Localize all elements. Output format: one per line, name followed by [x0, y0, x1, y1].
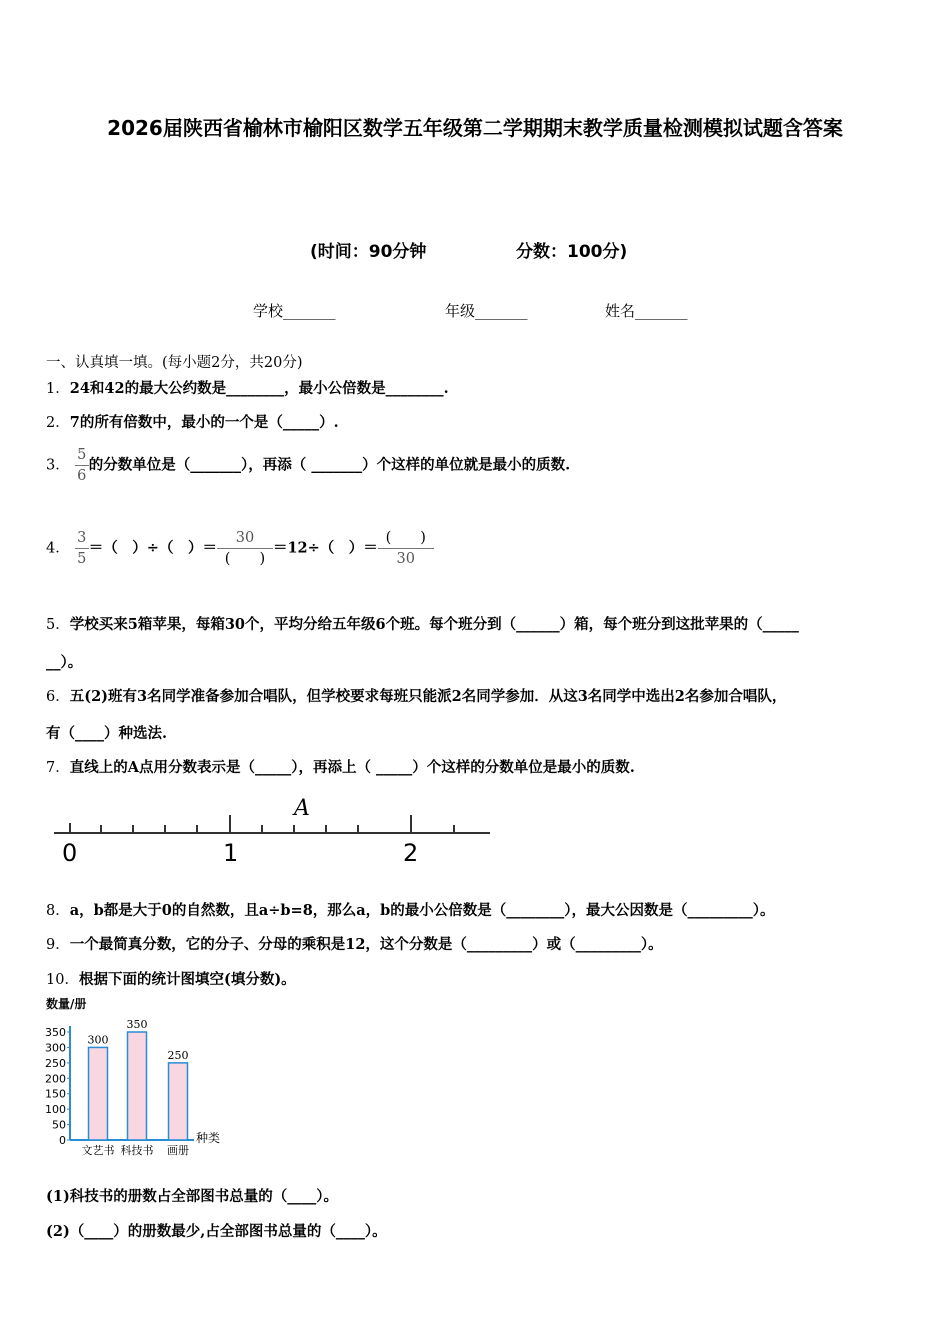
- fraction-5-6: [75, 445, 89, 486]
- y-tick-label: 50: [52, 1118, 66, 1132]
- question-number: 1．: [46, 381, 70, 397]
- question-number: 7．: [46, 760, 70, 776]
- number-line: [50, 793, 495, 868]
- fraction-denominator: ( ): [217, 548, 273, 569]
- question-text: a，b都是大于0的自然数，且a÷b=8，那么a，b的最小公倍数是（________），最大公因数是（_________）。: [69, 902, 775, 919]
- fraction-numerator: 3: [77, 530, 87, 546]
- question-2: [46, 411, 339, 432]
- fraction-numerator: 30: [235, 530, 255, 546]
- question-5-cont: __）。: [46, 654, 83, 671]
- y-tick-label: 300: [45, 1041, 66, 1055]
- question-number: 4．: [46, 540, 70, 557]
- y-tick-label: 150: [45, 1087, 66, 1101]
- question-number: 3．: [46, 457, 70, 474]
- question-10: [46, 968, 296, 989]
- fraction-denominator: 5: [75, 548, 89, 569]
- fraction-3-5: [75, 528, 89, 569]
- fraction-30-blank: [217, 528, 273, 569]
- bar-value-label: 350: [126, 1018, 148, 1031]
- bar-科技书: [128, 1032, 147, 1140]
- question-6-cont: 有（____）种选法.: [46, 725, 168, 742]
- y-tick-label: 100: [45, 1103, 66, 1117]
- question-text: 学校买来5箱苹果，每箱30个，平均分给五年级6个班。每个班分到（______）箱，每个班分到这批苹果的（_____: [69, 616, 799, 633]
- question-text: 根据下面的统计图填空(填分数)。: [78, 971, 296, 988]
- question-number: 8．: [46, 903, 70, 919]
- question-text: 的分数单位是（_______），再添（ _______）个这样的单位就是最小的质数.: [88, 456, 571, 474]
- question-4: [46, 528, 434, 569]
- equation-part: ＝12÷（ ）＝: [272, 539, 378, 557]
- y-tick-label: 0: [59, 1134, 66, 1147]
- fraction-denominator: 30: [378, 548, 434, 569]
- question-number: 5．: [46, 617, 70, 633]
- bar-value-label: 300: [87, 1033, 109, 1047]
- tick-label-2: 2: [403, 839, 419, 867]
- question-number: 9．: [46, 937, 70, 953]
- fraction-numerator: 5: [77, 447, 87, 463]
- question-7: [46, 756, 635, 777]
- bar-画册: [169, 1063, 188, 1140]
- school-field: 学校_______: [253, 302, 336, 320]
- category-label: 画册: [167, 1144, 189, 1157]
- x-axis-title: 种类: [196, 1131, 221, 1145]
- question-6: [46, 685, 786, 706]
- question-text: 五(2)班有3名同学准备参加合唱队，但学校要求每班只能派2名同学参加．从这3名同学中选出2名参加合唱队，: [69, 688, 787, 705]
- question-number: 10．: [46, 972, 79, 988]
- bar-value-label: 250: [167, 1048, 189, 1062]
- y-tick-label: 350: [45, 1026, 66, 1039]
- fraction-blank-30: [378, 528, 434, 569]
- question-5: [46, 613, 799, 634]
- category-label: 科技书: [120, 1144, 154, 1157]
- y-axis-title: 数量/册: [46, 997, 87, 1011]
- question-8: [46, 899, 775, 920]
- section-heading: 一、认真填一填。(每小题2分，共20分): [46, 355, 303, 371]
- question-text: 直线上的A点用分数表示是（_____），再添上（ _____）个这样的分数单位是最小的质数.: [69, 759, 635, 776]
- bar-chart: [44, 994, 244, 1162]
- question-number: 6．: [46, 689, 70, 705]
- y-tick-label: 200: [45, 1072, 66, 1086]
- question-text: 一个最简真分数，它的分子、分母的乘积是12，这个分数是（_________）或（_________）。: [69, 936, 663, 953]
- question-3: [46, 445, 570, 486]
- tick-label-0: 0: [62, 839, 78, 867]
- question-1: [46, 377, 449, 398]
- fraction-numerator: ( ): [385, 530, 426, 546]
- fraction-denominator: 6: [75, 465, 89, 486]
- point-a-label: A: [294, 796, 310, 821]
- sub-question-1: (1)科技书的册数占全部图书总量的（____）。: [46, 1188, 339, 1205]
- time-label: (时间：90分钟: [310, 242, 427, 262]
- page-title: 2026届陕西省榆林市榆阳区数学五年级第二学期期末教学质量检测模拟试题含答案: [107, 116, 843, 140]
- tick-label-1: 1: [223, 839, 239, 867]
- question-text: 7的所有倍数中，最小的一个是（_____）.: [69, 414, 339, 431]
- question-9: [46, 933, 663, 954]
- sub-question-2: (2)（____）的册数最少,占全部图书总量的（____）。: [46, 1223, 387, 1240]
- question-text: 24和42的最大公约数是________，最小公倍数是________.: [69, 380, 449, 397]
- question-number: 2．: [46, 415, 70, 431]
- grade-field: 年级_______: [445, 302, 528, 320]
- bar-文艺书: [89, 1047, 108, 1140]
- name-field: 姓名_______: [605, 302, 688, 320]
- category-label: 文艺书: [81, 1144, 115, 1157]
- y-tick-label: 250: [45, 1056, 66, 1070]
- equation-part: ＝（ ）÷（ ）＝: [88, 539, 217, 557]
- score-label: 分数：100分): [516, 242, 628, 262]
